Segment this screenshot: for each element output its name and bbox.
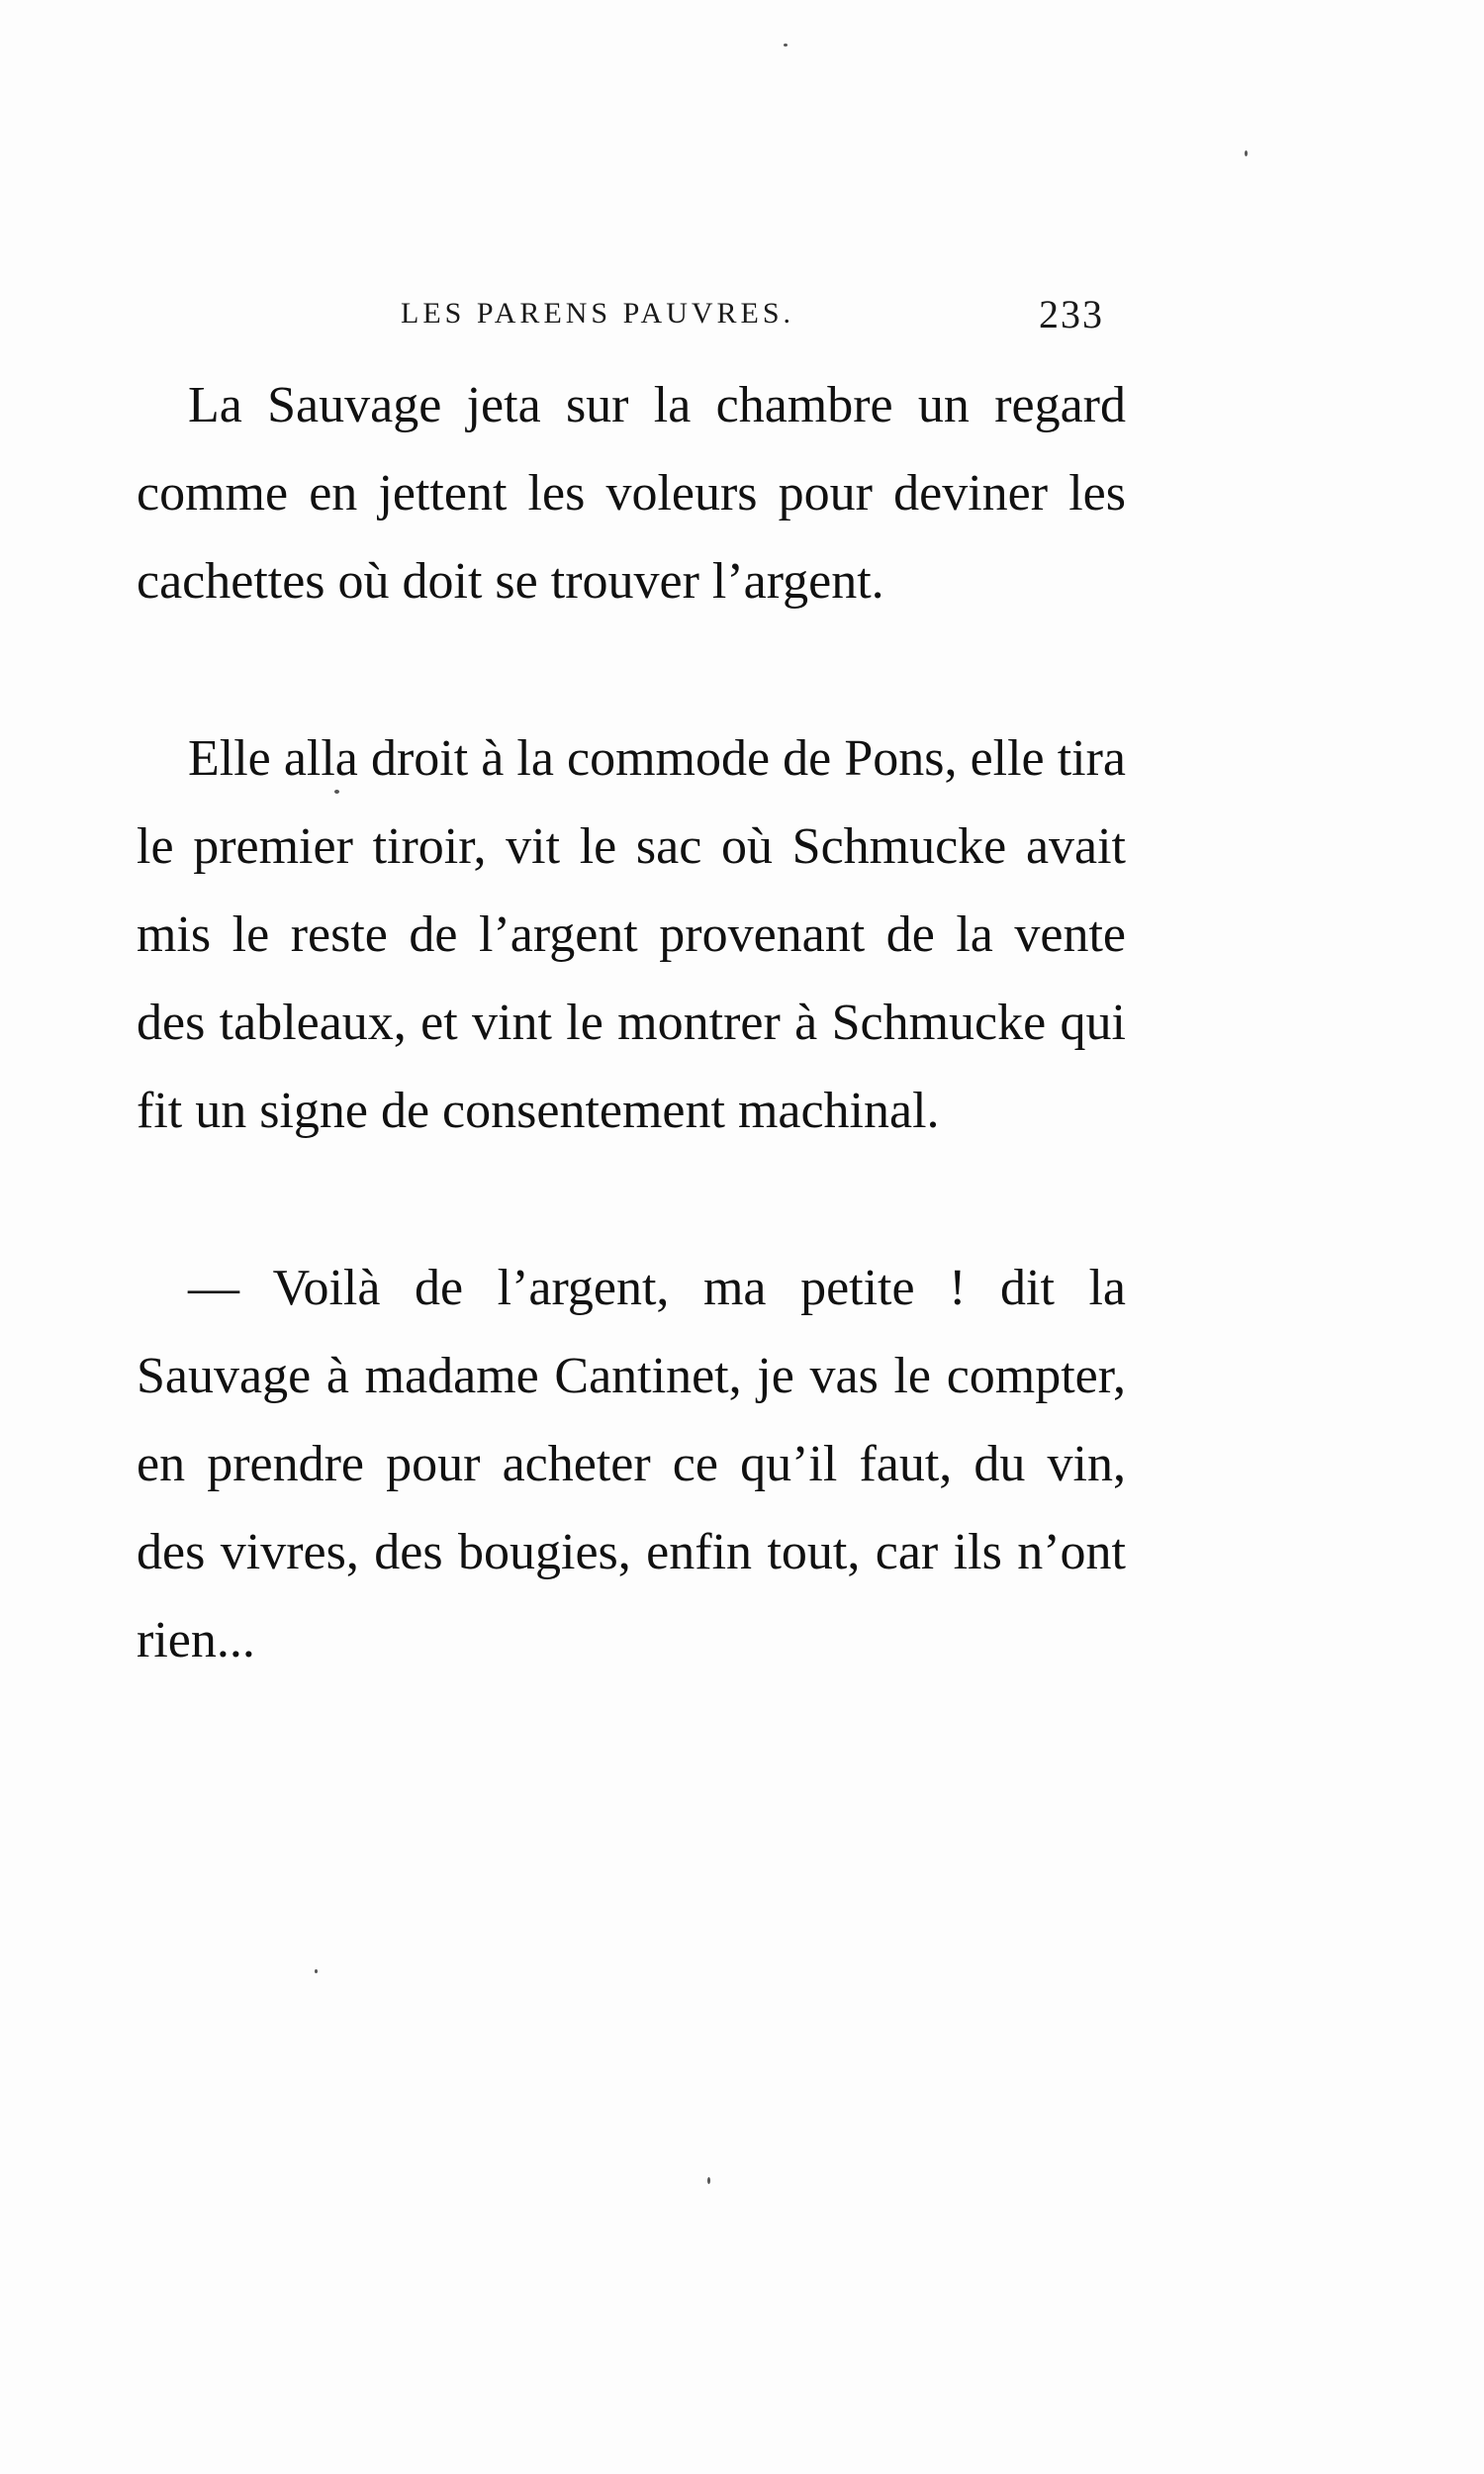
- paragraph-1: [137, 361, 1126, 625]
- paragraph-3-text: — Voilà de l’argent, ma petite ! dit la Sauvage à madame Cantinet, je vas le compter, en prendre pour acheter ce qu’il faut, du vin, des vivres, des bougies, enfin tout, car ils n’ont rien...: [137, 1260, 1126, 1668]
- page-number: 233: [1039, 292, 1104, 336]
- running-title: LES PARENS PAUVRES.: [401, 297, 795, 330]
- body-text: [137, 361, 1126, 1684]
- paragraph-3: [137, 1244, 1126, 1684]
- paragraph-2-text: Elle alla droit à la commode de Pons, elle tira le premier tiroir, vit le sac où Schmucke avait mis le reste de l’argent provenant de la vente des tableaux, et vint le montrer à Schmucke qui fit un signe de consentement machinal.: [137, 730, 1126, 1139]
- paragraph-1-text: La Sauvage jeta sur la chambre un regard comme en jettent les voleurs pour deviner les cachettes où doit se trouver l’argent.: [137, 377, 1126, 610]
- running-head: [0, 292, 1484, 346]
- paragraph-2: [137, 714, 1126, 1155]
